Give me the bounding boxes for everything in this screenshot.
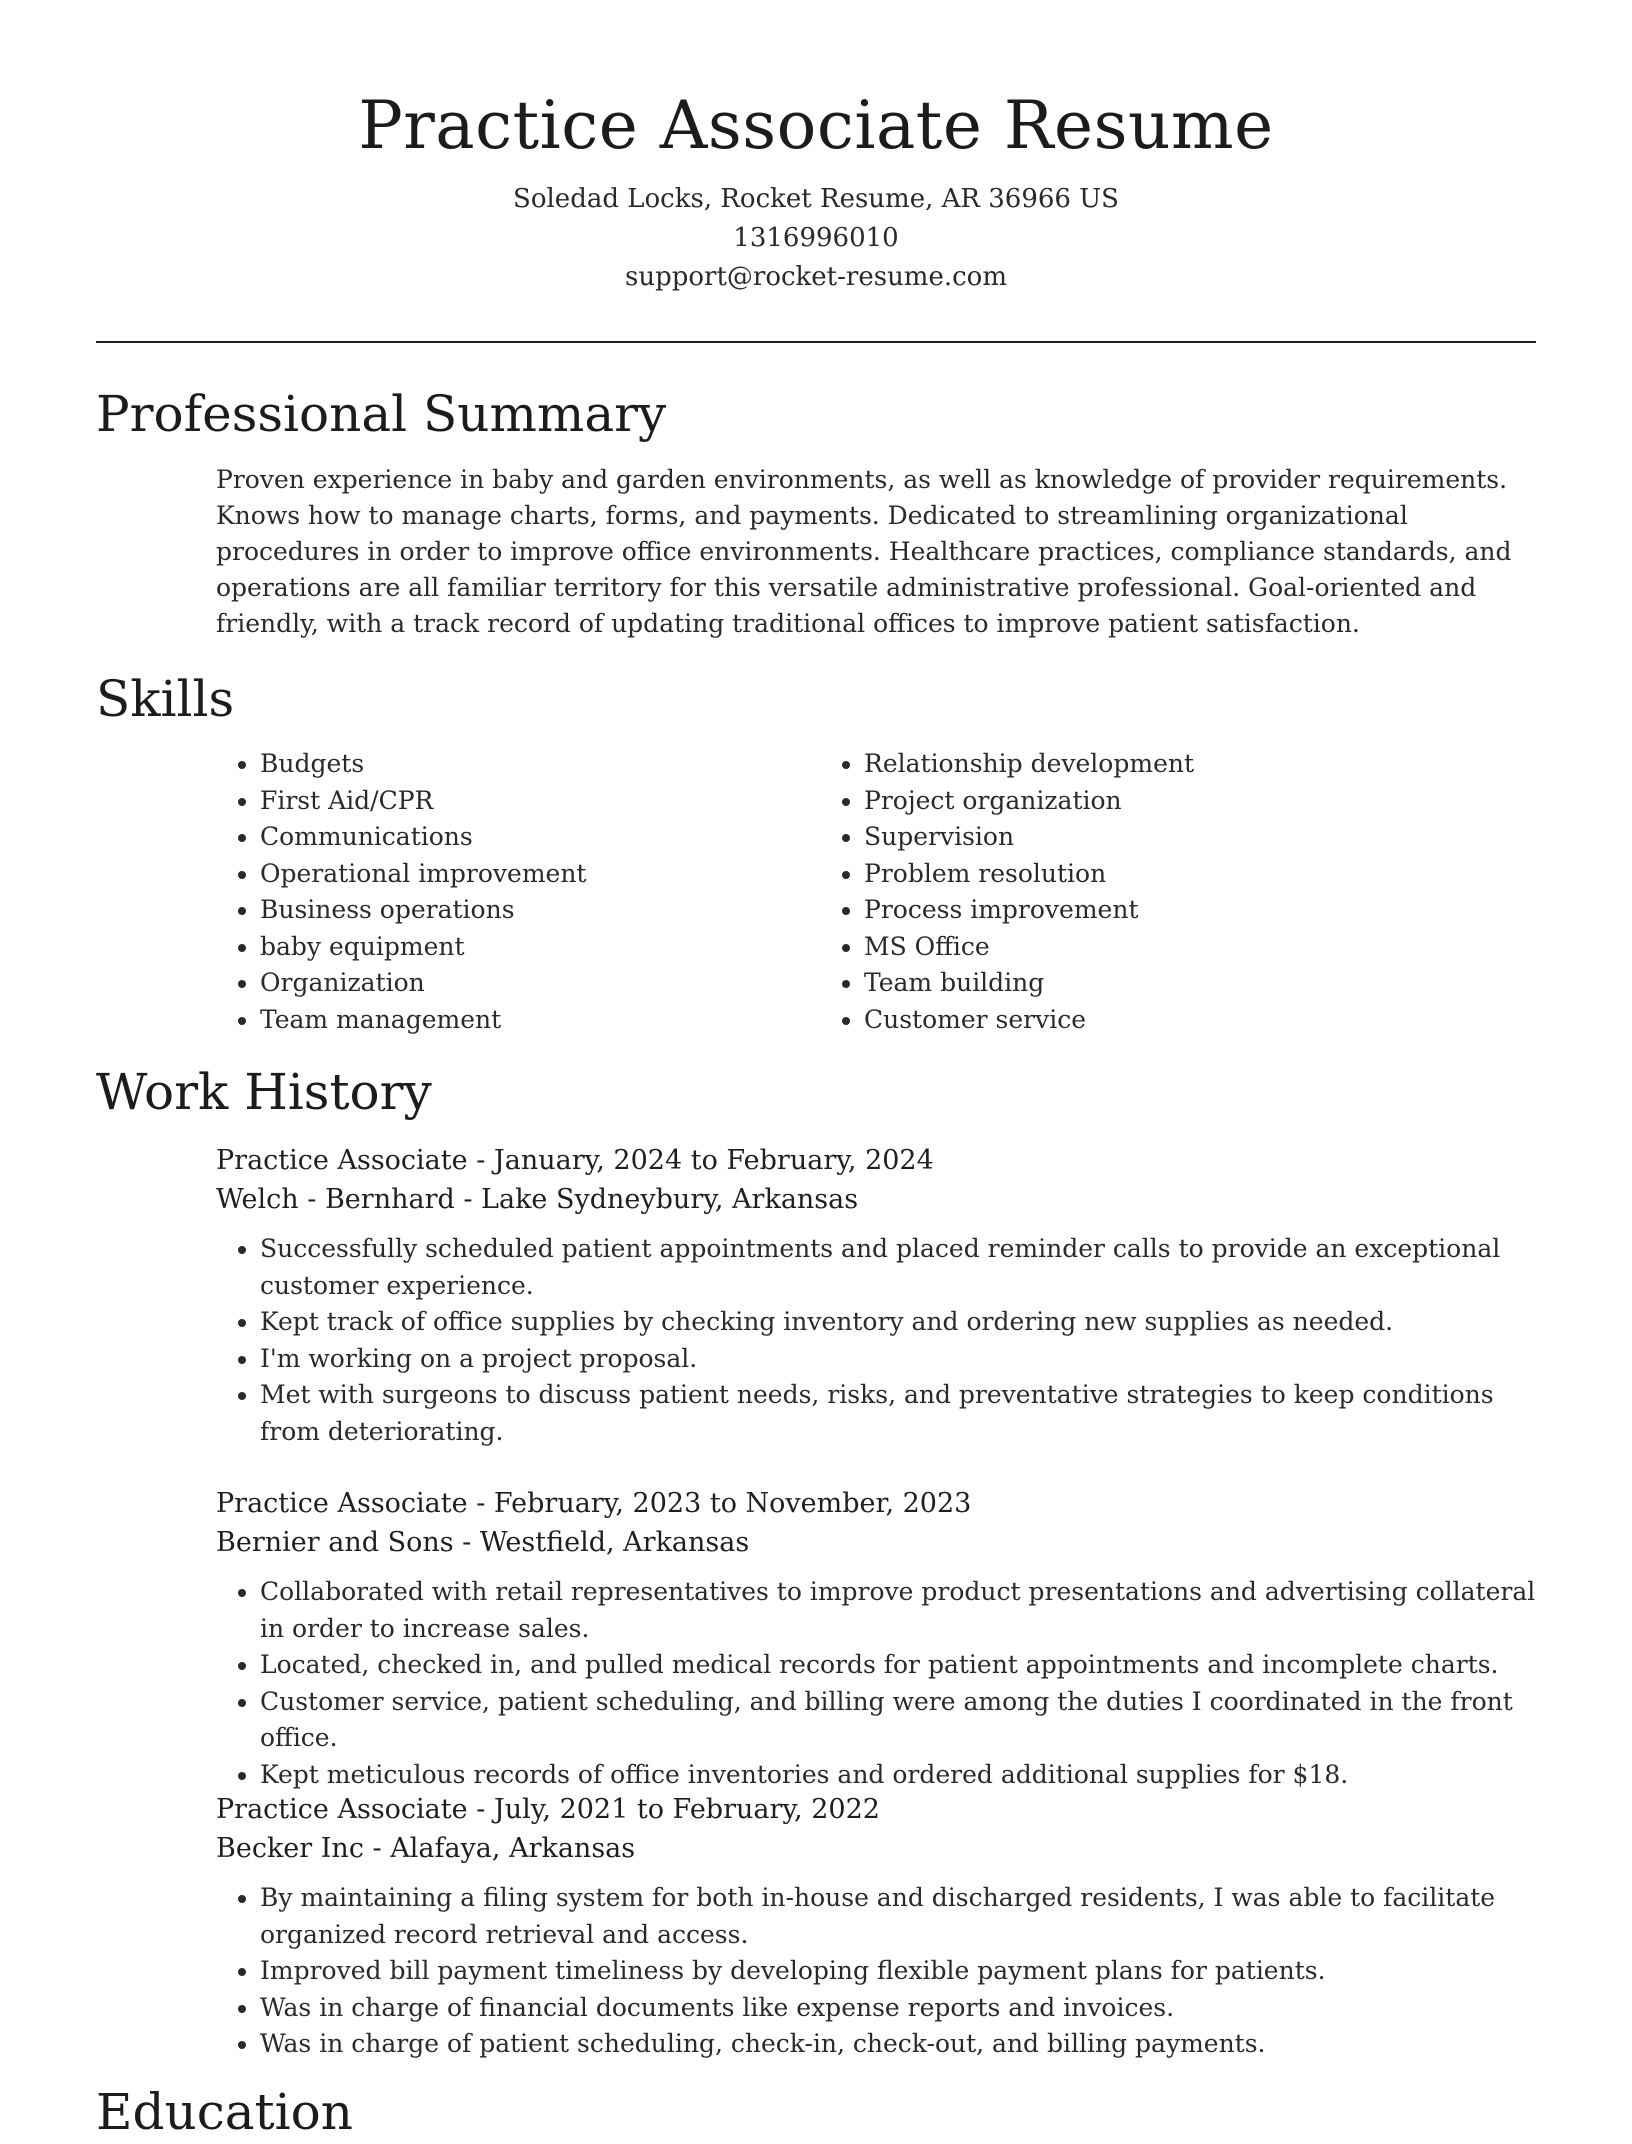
job-title-line: Practice Associate - February, 2023 to November, 2023 bbox=[216, 1488, 972, 1519]
skill-item: • Process improvement bbox=[864, 892, 1424, 929]
contact-info bbox=[96, 180, 1536, 297]
job-title-line: Practice Associate - January, 2024 to February, 2024 bbox=[216, 1145, 934, 1176]
job-title-line: Practice Associate - July, 2021 to February, 2022 bbox=[216, 1794, 880, 1825]
skill-item: • Project organization bbox=[864, 783, 1424, 820]
summary-text: Proven experience in baby and garden environments, as well as knowledge of provider requirements. Knows how to manage charts, forms, and payments. Dedicated to streamlining organizational procedures in order to improve office environments. Healthcare practices, compliance standards, and operations are all familiar territory for this versatile administrative professional. Goal-oriented and friendly, with a track record of updating traditional offices to improve patient satisfaction. bbox=[216, 465, 1512, 638]
skill-item: • MS Office bbox=[864, 929, 1424, 966]
skill-item: • baby equipment bbox=[260, 929, 820, 966]
skill-item: • Customer service bbox=[864, 1002, 1424, 1039]
job-duty: • By maintaining a filing system for both in-house and discharged residents, I was able to facilitate organized record retrieval and access. bbox=[260, 1880, 1536, 1953]
job-entry bbox=[216, 1790, 1536, 2063]
skill-item: • Team management bbox=[260, 1002, 820, 1039]
job-duty: • Was in charge of financial documents like expense reports and invoices. bbox=[260, 1990, 1536, 2027]
skills-heading: Skills bbox=[96, 670, 235, 728]
skill-item: • Organization bbox=[260, 965, 820, 1002]
skills-column-right bbox=[820, 746, 1424, 1038]
job-duties bbox=[216, 1880, 1536, 2063]
contact-address: Soledad Locks, Rocket Resume, AR 36966 US bbox=[513, 184, 1119, 214]
job-duty: • Improved bill payment timeliness by developing flexible payment plans for patients. bbox=[260, 1953, 1536, 1990]
job-duty: • Collaborated with retail representatives to improve product presentations and advertising collateral in order to increase sales. bbox=[260, 1574, 1536, 1647]
education-heading: Education bbox=[96, 2083, 353, 2141]
skills-column-left bbox=[216, 746, 820, 1038]
resume-header bbox=[96, 80, 1536, 297]
job-duty: • Met with surgeons to discuss patient needs, risks, and preventative strategies to keep conditions from deteriorating. bbox=[260, 1377, 1536, 1450]
skill-item: • Budgets bbox=[260, 746, 820, 783]
skill-item: • Team building bbox=[864, 965, 1424, 1002]
page-title: Practice Associate Resume bbox=[358, 87, 1274, 164]
job-entry bbox=[216, 1484, 1536, 1793]
job-duty: • I'm working on a project proposal. bbox=[260, 1341, 1536, 1378]
header-divider bbox=[96, 341, 1536, 343]
skill-item: • Supervision bbox=[864, 819, 1424, 856]
job-duties bbox=[216, 1231, 1536, 1450]
job-duty: • Located, checked in, and pulled medical records for patient appointments and incomplete charts. bbox=[260, 1647, 1536, 1684]
skill-item: • Communications bbox=[260, 819, 820, 856]
skill-item: • First Aid/CPR bbox=[260, 783, 820, 820]
job-company-line: Becker Inc - Alafaya, Arkansas bbox=[216, 1833, 636, 1864]
job-duty: • Customer service, patient scheduling, and billing were among the duties I coordinated in the front office. bbox=[260, 1684, 1536, 1757]
contact-phone: 1316996010 bbox=[733, 223, 899, 253]
job-duty: • Kept meticulous records of office inventories and ordered additional supplies for $18. bbox=[260, 1757, 1536, 1794]
work-history-heading: Work History bbox=[96, 1063, 432, 1121]
job-duty: • Successfully scheduled patient appointments and placed reminder calls to provide an exceptional customer experience. bbox=[260, 1231, 1536, 1304]
job-duties bbox=[216, 1574, 1536, 1793]
contact-email: support@rocket-resume.com bbox=[624, 262, 1007, 292]
skill-item: • Operational improvement bbox=[260, 856, 820, 893]
skill-item: • Relationship development bbox=[864, 746, 1424, 783]
job-duty: • Kept track of office supplies by checking inventory and ordering new supplies as needed. bbox=[260, 1304, 1536, 1341]
skills-list bbox=[216, 746, 1536, 1038]
job-company-line: Bernier and Sons - Westfield, Arkansas bbox=[216, 1527, 750, 1558]
job-company-line: Welch - Bernhard - Lake Sydneybury, Arkansas bbox=[216, 1184, 859, 1215]
summary-heading: Professional Summary bbox=[96, 385, 667, 443]
skill-item: • Business operations bbox=[260, 892, 820, 929]
skill-item: • Problem resolution bbox=[864, 856, 1424, 893]
job-entry bbox=[216, 1141, 1536, 1450]
job-duty: • Was in charge of patient scheduling, check-in, check-out, and billing payments. bbox=[260, 2026, 1536, 2063]
